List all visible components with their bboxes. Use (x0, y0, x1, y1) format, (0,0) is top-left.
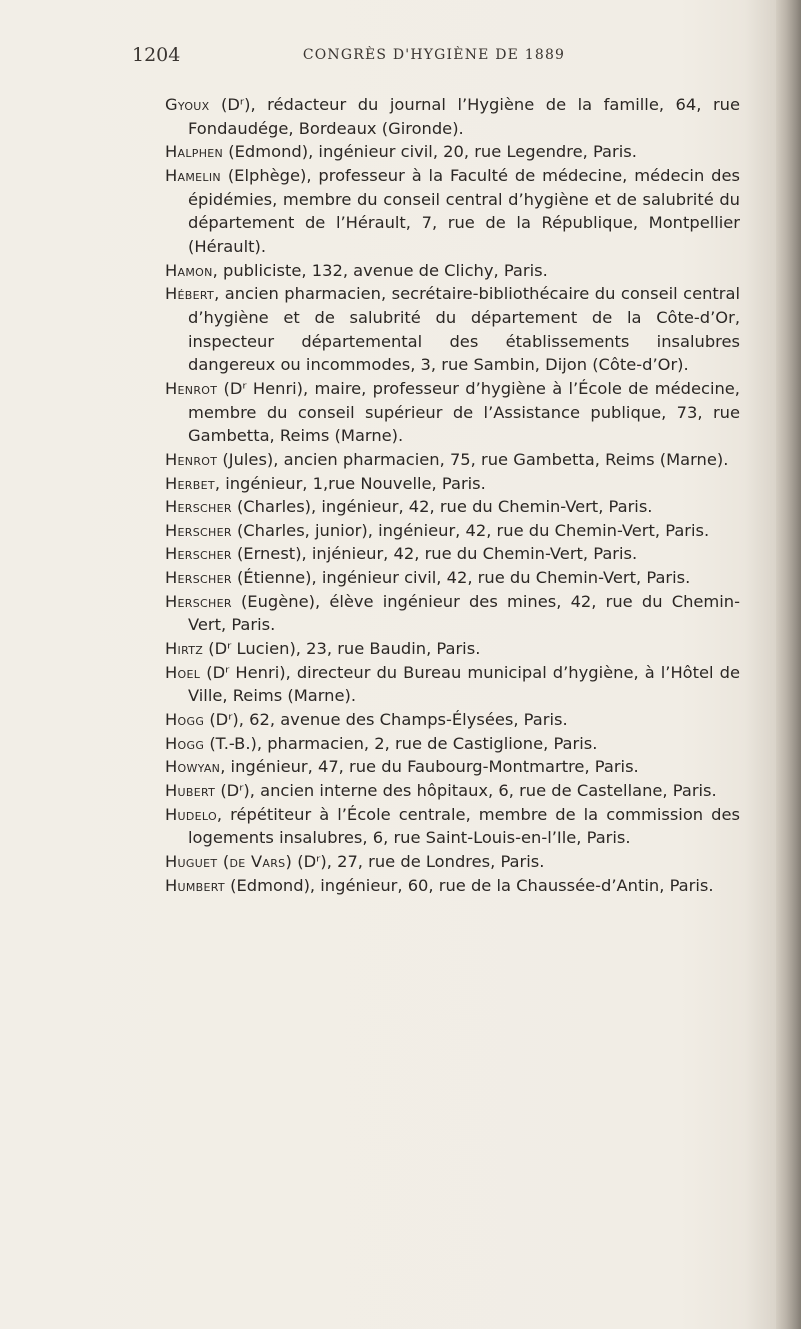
list-item (165, 779, 740, 803)
member-details: (Dʳ Henri), directeur du Bureau municipal d’hygiène, à l’Hôtel de Ville, Reims (Marne). (188, 662, 740, 706)
member-name: Humbert (165, 875, 225, 895)
page-header (132, 44, 736, 74)
list-item (165, 282, 740, 377)
member-details: (Charles, junior), ingénieur, 42, rue du Chemin-Vert, Paris. (231, 520, 710, 540)
list-item (165, 164, 740, 259)
member-name: Halphen (165, 142, 224, 162)
member-name: Hamon (165, 260, 213, 280)
member-name: Huguet (de Vars) (165, 852, 293, 871)
member-details: , ingénieur, 47, rue du Faubourg-Montmartre, Paris. (220, 757, 639, 777)
member-details: (Ernest), injénieur, 42, rue du Chemin-Vert, Paris. (231, 544, 638, 564)
member-name: Howyan (165, 757, 221, 777)
member-details: (Dʳ Henri), maire, professeur d’hygiène à l’École de médecine, membre du conseil supérieur de l’Assistance publique, 73, rue Gambetta, Reims (Marne). (188, 378, 740, 446)
member-name: Hubert (165, 781, 216, 801)
member-details: (Dʳ), ancien interne des hôpitaux, 6, rue de Castellane, Paris. (215, 781, 717, 801)
list-item (165, 495, 740, 519)
member-name: Henrot (165, 449, 218, 469)
list-item (165, 708, 740, 732)
member-details: (Dʳ Lucien), 23, rue Baudin, Paris. (203, 639, 481, 659)
list-item (165, 803, 740, 850)
member-details: , ingénieur, 1,rue Nouvelle, Paris. (214, 473, 486, 493)
member-list (165, 93, 740, 897)
list-item (165, 93, 740, 140)
list-item (165, 590, 740, 637)
member-details: (Jules), ancien pharmacien, 75, rue Gambetta, Reims (Marne). (217, 449, 729, 469)
member-details: (Elphège), professeur à la Faculté de médecine, médecin des épidémies, membre du conseil central d’hygiène et de salubrité du département de l’Hérault, 7, rue de la République, Montpellier (Hérault). (188, 165, 740, 256)
member-name: Gyoux (165, 95, 210, 114)
member-details: (Edmond), ingénieur, 60, rue de la Chaussée-d’Antin, Paris. (224, 875, 714, 895)
member-name: Henrot (165, 378, 218, 398)
member-name: Hébert (165, 284, 215, 304)
member-name: Hirtz (165, 639, 204, 659)
list-item (165, 637, 740, 661)
member-details: (T.-B.), pharmacien, 2, rue de Castiglione, Paris. (204, 733, 598, 753)
member-name: Herbet (165, 473, 215, 493)
list-item (165, 850, 740, 874)
member-details: (Eugène), élève ingénieur des mines, 42, rue du Chemin-Vert, Paris. (188, 591, 740, 635)
member-name: Herscher (165, 591, 232, 611)
member-name: Herscher (165, 520, 232, 540)
member-details: , ancien pharmacien, secrétaire-bibliothécaire du conseil central d’hygiène et de salubrité du département de la Côte-d’Or, inspecteur départemental des établissements insalubres dangereux ou incommodes, 3, rue Sambin, Dijon (Côte-d’Or). (188, 284, 740, 375)
member-name: Herscher (165, 497, 232, 517)
member-details: (Dʳ), 27, rue de Londres, Paris. (292, 852, 545, 871)
member-name: Hamelin (165, 165, 221, 185)
list-item (165, 874, 740, 898)
member-details: (Étienne), ingénieur civil, 42, rue du Chemin-Vert, Paris. (231, 568, 691, 588)
list-item (165, 732, 740, 756)
page-binding-shadow (776, 0, 801, 1329)
list-item (165, 259, 740, 283)
member-name: Hogg (165, 733, 205, 753)
member-name: Hudelo (165, 804, 217, 824)
member-name: Herscher (165, 568, 232, 588)
list-item (165, 472, 740, 496)
list-item (165, 542, 740, 566)
member-name: Hoel (165, 662, 201, 682)
member-name: Herscher (165, 544, 232, 564)
member-name: Hogg (165, 710, 205, 730)
member-details: , publiciste, 132, avenue de Clichy, Paris. (212, 260, 548, 280)
member-details: (Dʳ), rédacteur du journal l’Hygiène de la famille, 64, rue Fondaudége, Bordeaux (Gironde). (188, 95, 740, 138)
member-details: (Edmond), ingénieur civil, 20, rue Legendre, Paris. (223, 142, 637, 162)
list-item (165, 377, 740, 448)
member-details: , répétiteur à l’École centrale, membre de la commission des logements insalubres, 6, rue Saint-Louis-en-l’Ile, Paris. (188, 804, 740, 848)
member-details: (Dʳ), 62, avenue des Champs-Élysées, Paris. (204, 710, 568, 730)
running-title: CONGRÈS D'HYGIÈNE DE 1889 (302, 47, 566, 63)
list-item (165, 755, 740, 779)
list-item (165, 140, 740, 164)
list-item (165, 661, 740, 708)
member-details: (Charles), ingénieur, 42, rue du Chemin-Vert, Paris. (231, 497, 653, 517)
page-number: 1204 (132, 44, 181, 66)
list-item (165, 566, 740, 590)
list-item (165, 519, 740, 543)
list-item (165, 448, 740, 472)
